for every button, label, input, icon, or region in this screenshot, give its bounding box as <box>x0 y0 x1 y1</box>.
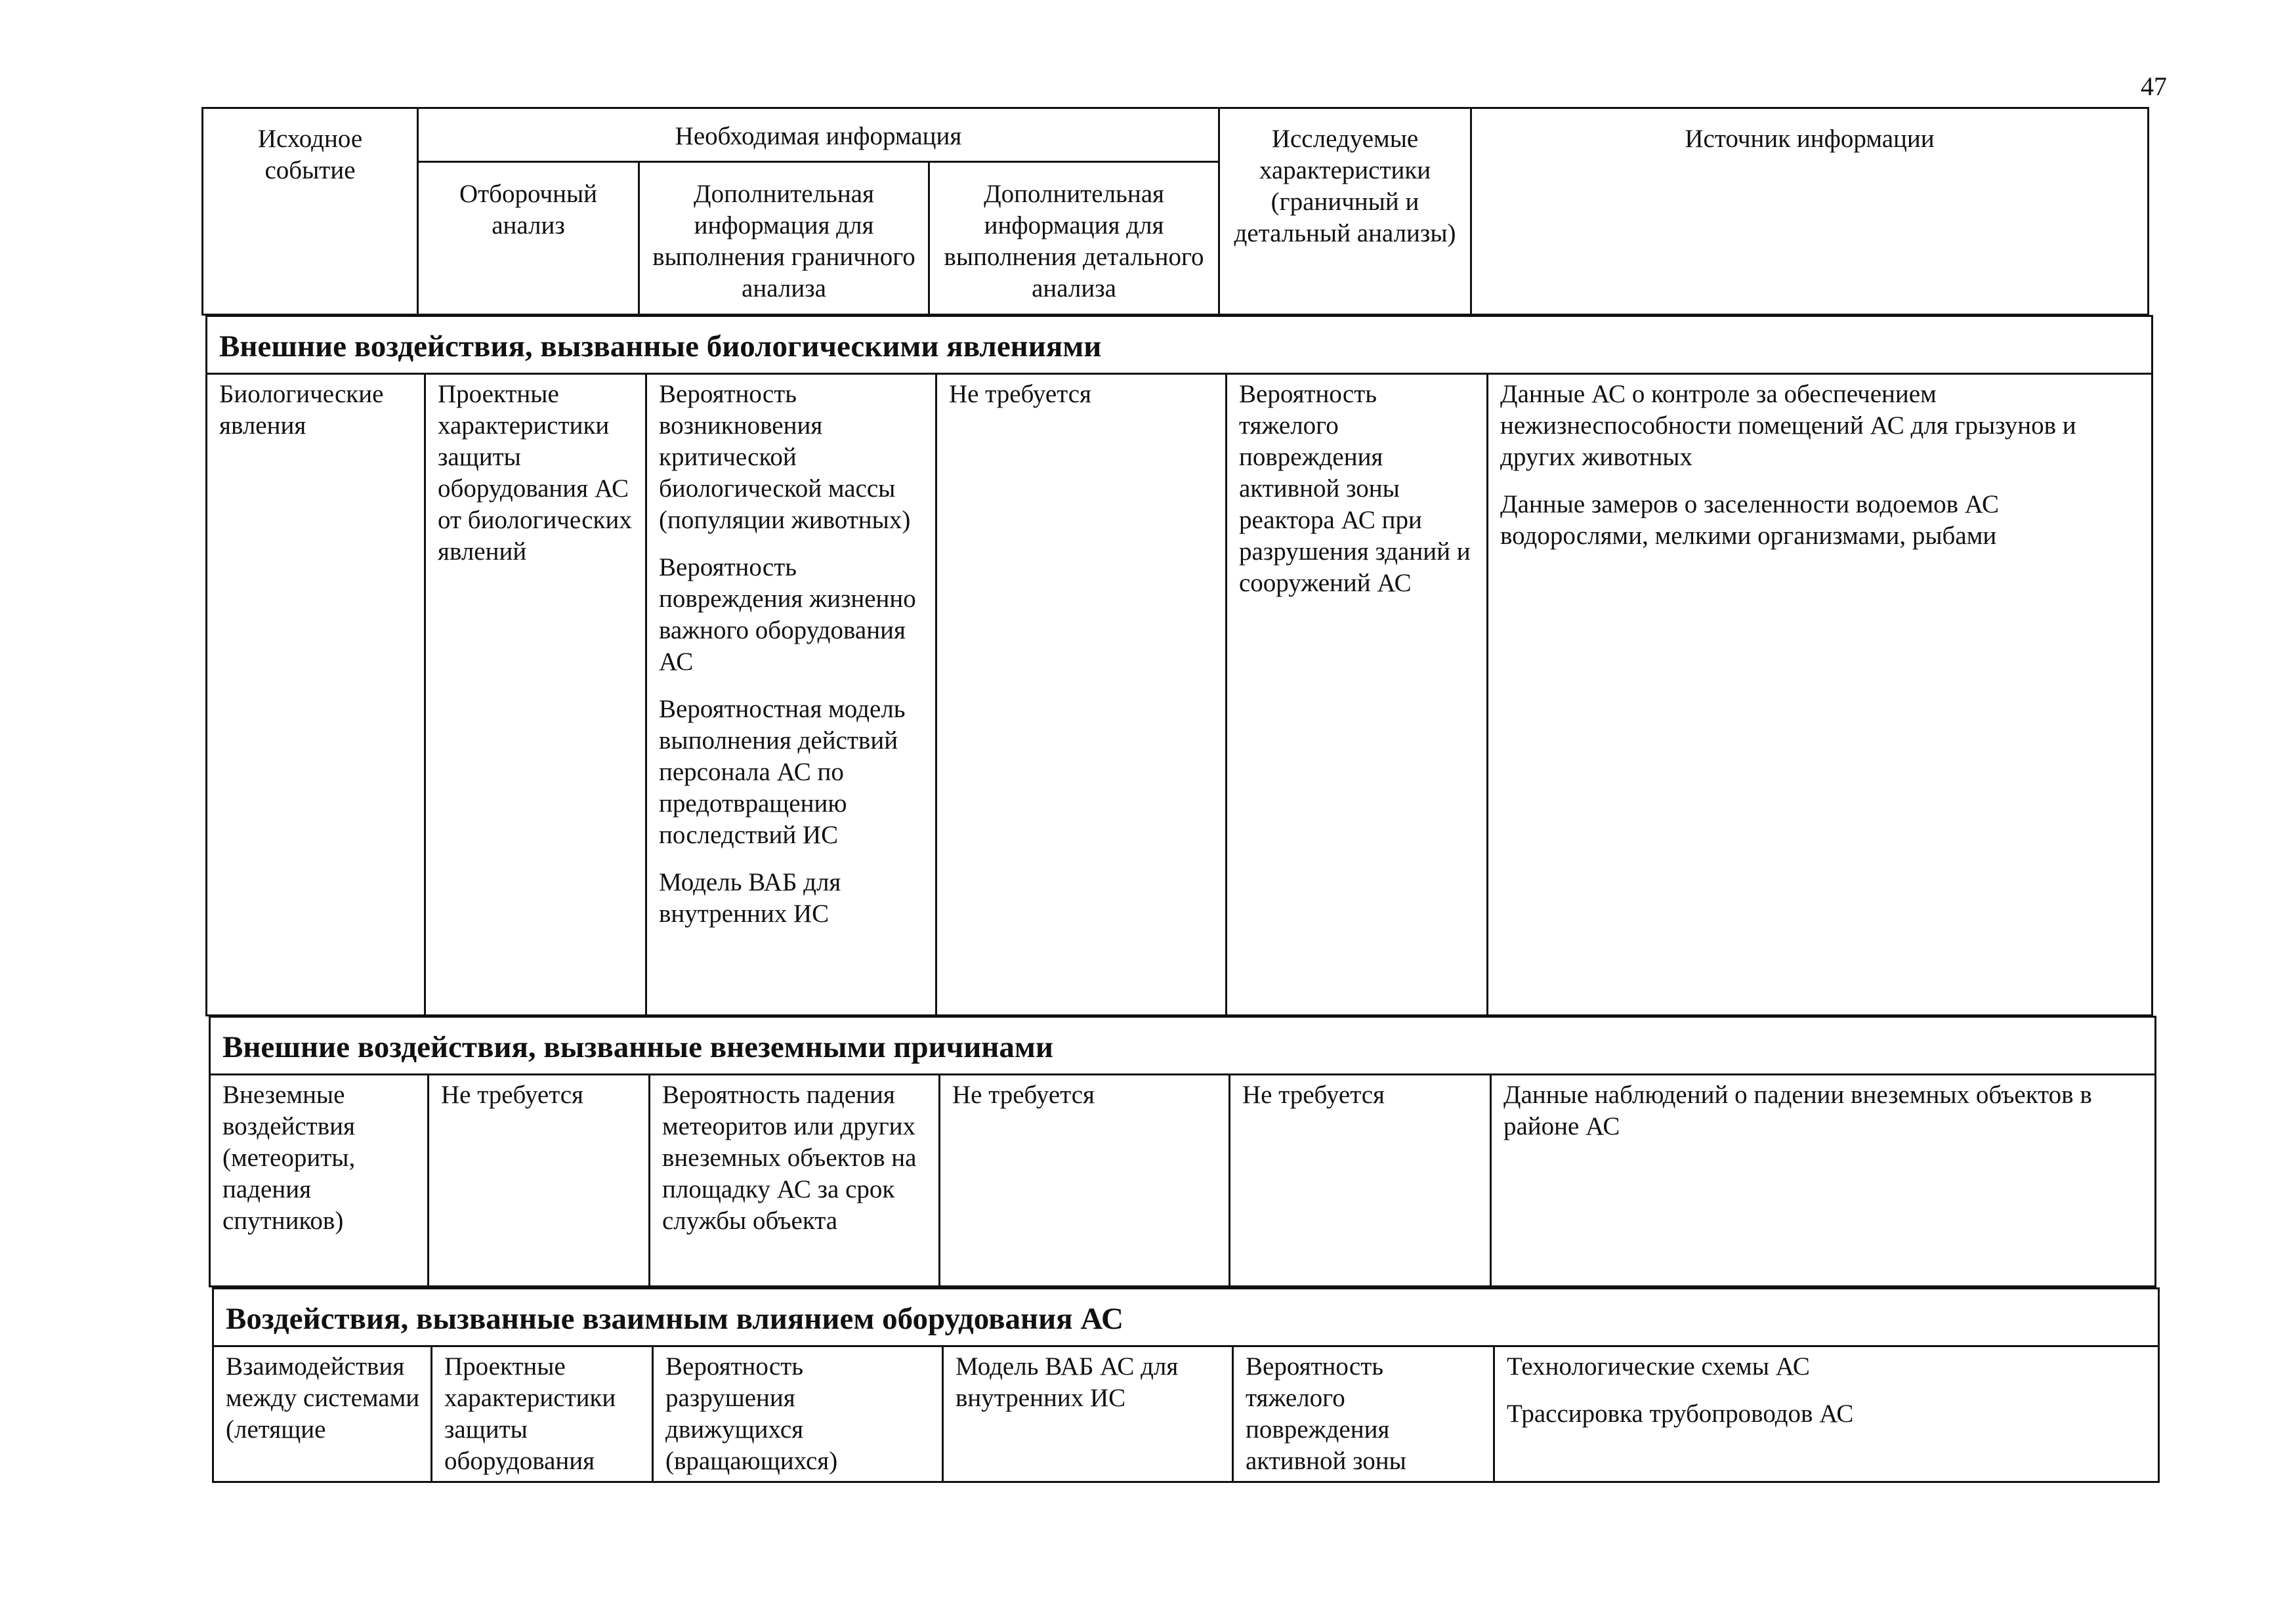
cell-event: Взаимодействия между системами (летящие <box>213 1346 432 1482</box>
section-title: Воздействия, вызванные взаимным влиянием оборудования АС <box>213 1289 2159 1346</box>
cell-source <box>1494 1346 2159 1482</box>
cell-detailed: Не требуется <box>940 1075 1230 1287</box>
table-header <box>201 107 2149 316</box>
cell-screening: Проектные характеристики защиты оборудования <box>432 1346 653 1482</box>
bounding-item: Вероятность возникновения критической биологической массы (популяции животных) <box>659 380 911 534</box>
section-title: Внешние воздействия, вызванные биологическими явлениями <box>207 316 2152 374</box>
cell-characteristics: Вероятность тяжелого повреждения активной зоны реактора АС при разрушения зданий и сооружений АС <box>1227 374 1488 1016</box>
source-item: Трассировка трубопроводов АС <box>1507 1400 1854 1428</box>
source-item: Технологические схемы АС <box>1507 1352 1810 1381</box>
header-additional-bounding: Дополнительная информация для выполнения граничного анализа <box>639 162 929 315</box>
header-required-info: Необходимая информация <box>418 108 1219 162</box>
section-extraterrestrial <box>209 1016 2156 1287</box>
header-initial-event: Исходное событие <box>203 108 418 315</box>
cell-characteristics: Вероятность тяжелого повреждения активной зоны <box>1233 1346 1494 1482</box>
cell-screening: Не требуется <box>429 1075 650 1287</box>
cell-event: Биологические явления <box>207 374 425 1016</box>
section-title: Внешние воздействия, вызванные внеземными причинами <box>210 1017 2156 1075</box>
cell-bounding <box>646 374 936 1016</box>
header-screening: Отборочный анализ <box>418 162 639 315</box>
header-additional-detailed: Дополнительная информация для выполнения детального анализа <box>929 162 1219 315</box>
cell-bounding <box>650 1075 940 1287</box>
bounding-item: Вероятность повреждения жизненно важного оборудования АС <box>659 553 916 676</box>
cell-characteristics: Не требуется <box>1230 1075 1491 1287</box>
bounding-item: Вероятность разрушения движущихся (вращающихся) <box>665 1352 838 1475</box>
cell-source <box>1491 1075 2156 1287</box>
section-equipment-interaction <box>212 1287 2160 1483</box>
bounding-item: Вероятность падения метеоритов или других внеземных объектов на площадку АС за срок службы объекта <box>662 1081 917 1235</box>
bounding-item: Модель ВАБ для внутренних ИС <box>659 868 841 928</box>
header-studied-characteristics: Исследуемые характеристики (граничный и детальный анализы) <box>1219 108 1471 315</box>
header-info-source: Источник информации <box>1471 108 2149 315</box>
cell-event: Внеземные воздействия (метеориты, падения спутников) <box>210 1075 429 1287</box>
cell-screening: Проектные характеристики защиты оборудования АС от биологических явлений <box>425 374 646 1016</box>
source-item: Данные замеров о заселенности водоемов АС водорослями, мелкими организмами, рыбами <box>1500 490 2000 550</box>
page-number: 47 <box>2141 72 2167 101</box>
cell-bounding <box>653 1346 943 1482</box>
cell-detailed: Не требуется <box>936 374 1227 1016</box>
section-biological <box>205 315 2153 1016</box>
cell-detailed: Модель ВАБ АС для внутренних ИС <box>943 1346 1233 1482</box>
source-item: Данные АС о контроле за обеспечением нежизнеспособности помещений АС для грызунов и других животных <box>1500 380 2076 471</box>
cell-source <box>1488 374 2152 1016</box>
bounding-item: Вероятностная модель выполнения действий персонала АС по предотвращению последствий ИС <box>659 695 906 849</box>
source-item: Данные наблюдений о падении внеземных объектов в районе АС <box>1503 1081 2092 1140</box>
